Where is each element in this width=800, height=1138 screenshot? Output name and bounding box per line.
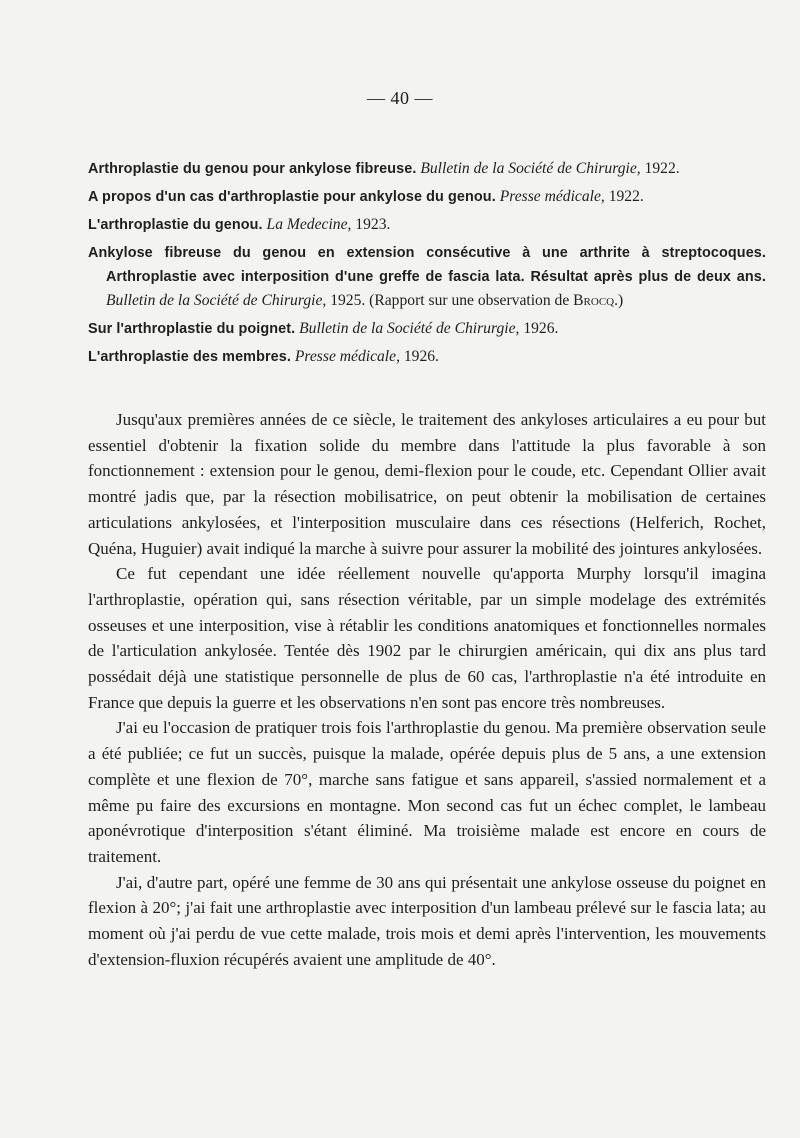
paragraph: Jusqu'aux premières années de ce siècle, le traitement des ankyloses articulaires a eu pour but essentiel d'obtenir la fixation solide du membre dans l'attitude la plus favorable à son fonctionnement : extension pour le genou, demi-flexion pour le coude, etc. Cependant Ollier avait montré jadis que, par la résection mobilisatrice, on peut obtenir la mobilisation de certaines articulations ankylosées, et l'interposition musculaire dans ces résections (Helferich, Rochet, Quéna, Huguier) avait indiqué la marche à suivre pour assurer la mobilité des jointures ankylosées. [88, 410, 766, 558]
reference-title: Ankylose fibreuse du genou en extension consécutive à une arthrite à streptocoques. Arthroplastie avec interposition d'une greffe de fascia lata. Résultat après plus de deux ans. [88, 245, 766, 285]
reference-source: Bulletin de la Société de Chirurgie [420, 160, 637, 177]
reference-source: Bulletin de la Société de Chirurgie [299, 320, 516, 337]
reference-details: , 1926. [396, 348, 439, 365]
reference-details: , 1923. [347, 216, 391, 233]
reference-title: Sur l'arthroplastie du poignet. [88, 321, 296, 337]
reference-closing: .) [614, 292, 624, 309]
reference-source: Presse médicale [499, 188, 601, 205]
paragraph: J'ai, d'autre part, opéré une femme de 30 ans qui présentait une ankylose osseuse du poignet en flexion à 20°; j'ai fait une arthroplastie avec interposition d'un lambeau prélevé sur le fascia lata; au moment où j'ai perdu de vue cette malade, trois mois et demi après l'intervention, les mouvements d'extension-fluxion récupérés avaient une amplitude de 40°. [88, 872, 766, 969]
bibliography-entry [88, 185, 766, 209]
bibliography-entry [88, 213, 766, 237]
bibliography-entry [88, 157, 766, 181]
paragraph: Ce fut cependant une idée réellement nouvelle qu'apporta Murphy lorsqu'il imagina l'arthroplastie, opération qui, sans résection véritable, par un simple modelage des extrémités osseuses et une interposition, vise à rétablir les conditions anatomiques et fonctionnelles normales de l'articulation ankylosée. Tentée dès 1902 par le chirurgien américain, qui dix ans plus tard possédait déjà une statistique personnelle de plus de 60 cas, l'arthroplastie n'a été introduite en France que depuis la guerre et les observations n'en sont pas encore très nombreuses. [88, 564, 766, 712]
reference-source: Presse médicale [294, 348, 397, 365]
bibliography-entry [88, 241, 766, 313]
reference-details: , 1922. [600, 188, 644, 205]
bibliography-entry [88, 345, 766, 369]
reference-title: A propos d'un cas d'arthroplastie pour ankylose du genou. [88, 189, 496, 205]
bibliography-entry [88, 317, 766, 341]
reference-title: L'arthroplastie du genou. [88, 217, 263, 233]
page-number: — 40 — [367, 88, 433, 108]
reference-details: , 1922. [636, 160, 680, 177]
reference-source: Bulletin de la Société de Chirurgie [106, 292, 323, 309]
paragraph: J'ai eu l'occasion de pratiquer trois fois l'arthroplastie du genou. Ma première observation seule a été publiée; ce fut un succès, puisque la malade, opérée depuis plus de 5 ans, a une extension complète et une flexion de 70°, marche sans fatigue et sans appareil, s'assied normalement et a même pu faire des excursions en montagne. Mon second cas fut un échec complet, le lambeau aponévrotique d'interposition s'étant éliminé. Ma troisième malade est encore en cours de traitement. [88, 718, 766, 866]
reference-author: Brocq [573, 292, 615, 309]
reference-title: Arthroplastie du genou pour ankylose fibreuse. [88, 161, 417, 177]
bibliography-list [88, 157, 766, 373]
reference-title: L'arthroplastie des membres. [88, 349, 291, 365]
reference-details: , 1925. (Rapport sur une observation de [322, 292, 570, 309]
reference-details: , 1926. [515, 320, 559, 337]
main-text [88, 407, 766, 972]
reference-source: La Medecine [266, 216, 348, 233]
